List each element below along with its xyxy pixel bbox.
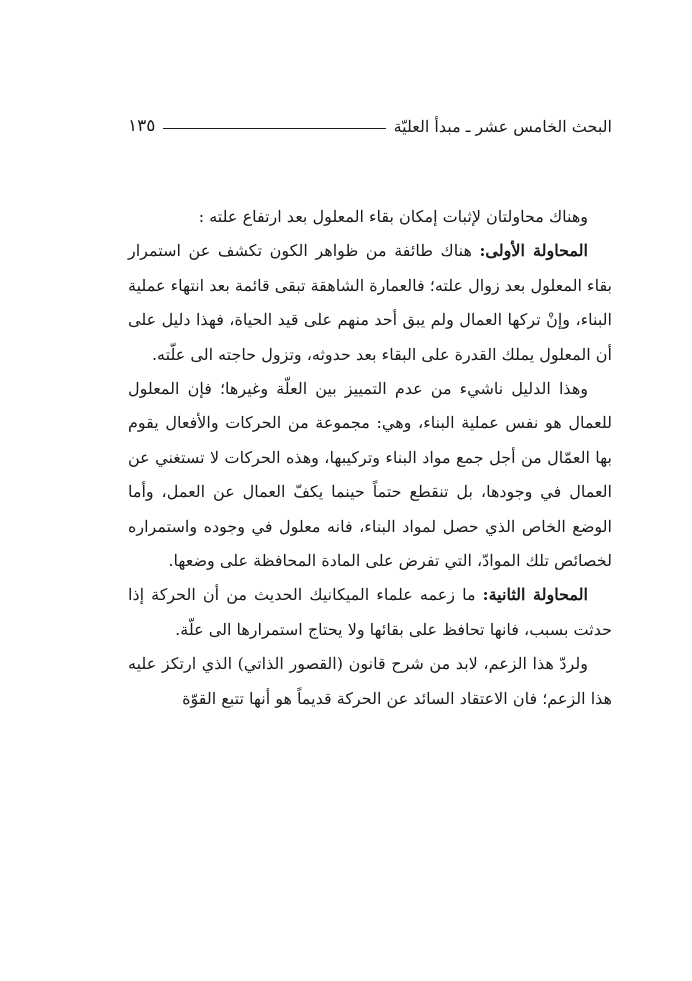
chapter-title: البحث الخامس عشر ـ مبدأ العليّة [393, 116, 612, 136]
paragraph-text: ولردّ هذا الزعم، لابد من شرح قانون (القصور الذاتي) الذي ارتكز عليه هذا الزعم؛ فان الاعتقاد السائد عن الحركة قديماً هو أنها تتبع القوّة [128, 654, 612, 708]
running-head [128, 112, 612, 140]
paragraph-intro [128, 200, 612, 234]
paragraph-lead: المحاولة الأولى: [479, 241, 588, 261]
paragraph-second-attempt [128, 578, 612, 647]
page-number: ١٣٥ [128, 116, 156, 136]
header-rule [163, 128, 385, 129]
paragraph-first-attempt [128, 234, 612, 372]
paragraph-text: وهناك محاولتان لإثبات إمكان بقاء المعلول بعد ارتفاع علته : [198, 207, 588, 226]
paragraph-text: هناك طائفة من ظواهر الكون تكشف عن استمرار بقاء المعلول بعد زوال علته؛ فالعمارة الشاهقة تبقى قائمة بعد انتهاء عملية البناء، وإنْ تركها العمال ولم يبق أحد منهم على قيد الحياة، فهذا دليل على أن المعلول يملك القدرة على البقاء بعد حدوثه، وتزول حاجته الى علّته. [128, 241, 612, 364]
paragraph-text: ما زعمه علماء الميكانيك الحديث من أن الحركة إذا حدثت بسبب، فانها تحافظ على بقائها ولا يحتاج استمرارها الى علّة. [128, 585, 612, 639]
body-text [128, 200, 612, 716]
paragraph-lead: المحاولة الثانية: [482, 585, 588, 605]
paragraph-rebuttal [128, 372, 612, 578]
paragraph-inertia [128, 647, 612, 716]
paragraph-text: وهذا الدليل ناشيء من عدم التمييز بين العلّة وغيرها؛ فإن المعلول للعمال هو نفس عملية البناء، وهي: مجموعة من الحركات والأفعال يقوم بها العمّال من أجل جمع مواد البناء وتركيبها، وهذه الحركات لا تستغني عن العمال في وجودها، بل تنقطع حتماً حينما يكفّ العمال عن العمل، وأما الوضع الخاص الذي حصل لمواد البناء، فانه معلول في وجوده واستمراره لخصائص تلك الموادّ، التي تفرض على المادة المحافظة على وضعها. [128, 379, 612, 571]
